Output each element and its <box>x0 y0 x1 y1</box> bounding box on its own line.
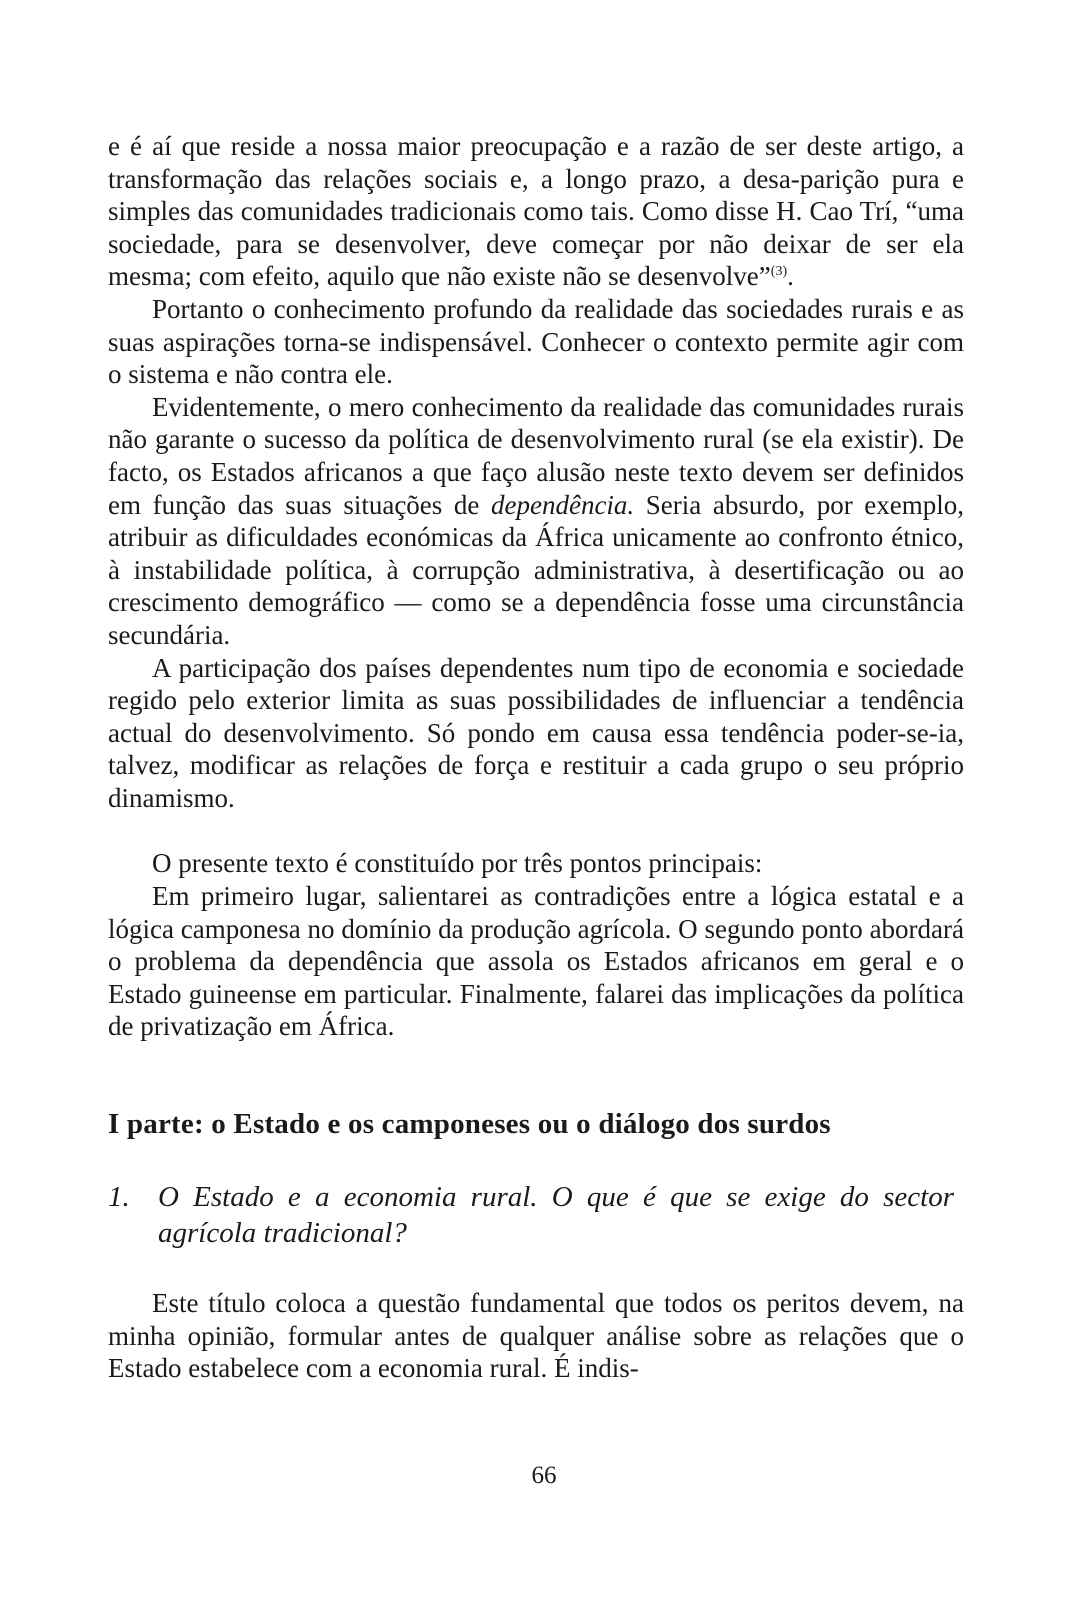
paragraph-3-text-b: Seria absurdo, por exemplo, atribuir as dificuldades económicas da África unicamente ao confronto étnico, à instabilidade política, à corrupção administrativa, à desertificação ou ao crescimento demográfico — como se a dependência fosse uma circunstância secundária. <box>108 489 965 650</box>
paragraph-7: Este título coloca a questão fundamental que todos os peritos devem, na minha opinião, formular antes de qualquer análise sobre as relações que o Estado estabelece com a economia rural. É indis- <box>108 1288 964 1384</box>
paragraph-1-text: e é aí que reside a nossa maior preocupação e a razão de ser deste artigo, a transformação das relações sociais e, a longo prazo, a desa-parição pura e simples das comunidades tradicionais como tais. Como disse H. Cao Trí, “uma sociedade, para se desenvolver, deve começar por não deixar de ser ela mesma; com efeito, aquilo que não existe não se desenvolve” <box>108 131 964 292</box>
page-number: 66 <box>531 1462 557 1489</box>
paragraph-6: Em primeiro lugar, salientarei as contradições entre a lógica estatal e a lógica camponesa no domínio da produção agrícola. O segundo ponto abordará o problema da dependência que assola os Estados africanos em geral e o Estado guineense em particular. Finalmente, falarei das implicações da política de privatização em África. <box>108 881 964 1042</box>
paragraph-1 <box>108 130 964 293</box>
subheading-number: 1. <box>108 1181 130 1214</box>
paragraph-3-text-a: Evidentemente, o mero conhecimento da realidade das comunidades rurais não garante o sucesso da política de desenvolvimento rural (se ela existir). De facto, os Estados africanos a que faço alusão neste texto devem ser definidos em função das suas situações de <box>108 391 964 520</box>
paragraph-2: Portanto o conhecimento profundo da realidade das sociedades rurais e as suas aspirações torna-se indispensável. Conhecer o contexto permite agir com o sistema e não contra ele. <box>108 293 964 390</box>
footnote-reference: (3) <box>770 264 788 280</box>
paragraph-3 <box>108 391 964 652</box>
paragraph-5: O presente texto é constituído por três pontos principais: <box>152 848 763 879</box>
emphasis-dependencia: dependência. <box>491 489 635 520</box>
section-heading: I parte: o Estado e os camponeses ou o diálogo dos surdos <box>108 1108 831 1141</box>
paragraph-4: A participação dos países dependentes num tipo de economia e sociedade regido pelo exterior limita as suas possibilidades de influenciar a tendência actual do desenvolvimento. Só pondo em causa essa tendência poder-se-ia, talvez, modificar as relações de força e restituir a cada grupo o seu próprio dinamismo. <box>108 652 964 813</box>
subheading <box>108 1179 964 1251</box>
page-body <box>108 130 964 1385</box>
subheading-text: O Estado e a economia rural. O que é que se exige do sector agrícola tradicional? <box>158 1181 954 1250</box>
paragraph-1-end: . <box>787 261 794 292</box>
